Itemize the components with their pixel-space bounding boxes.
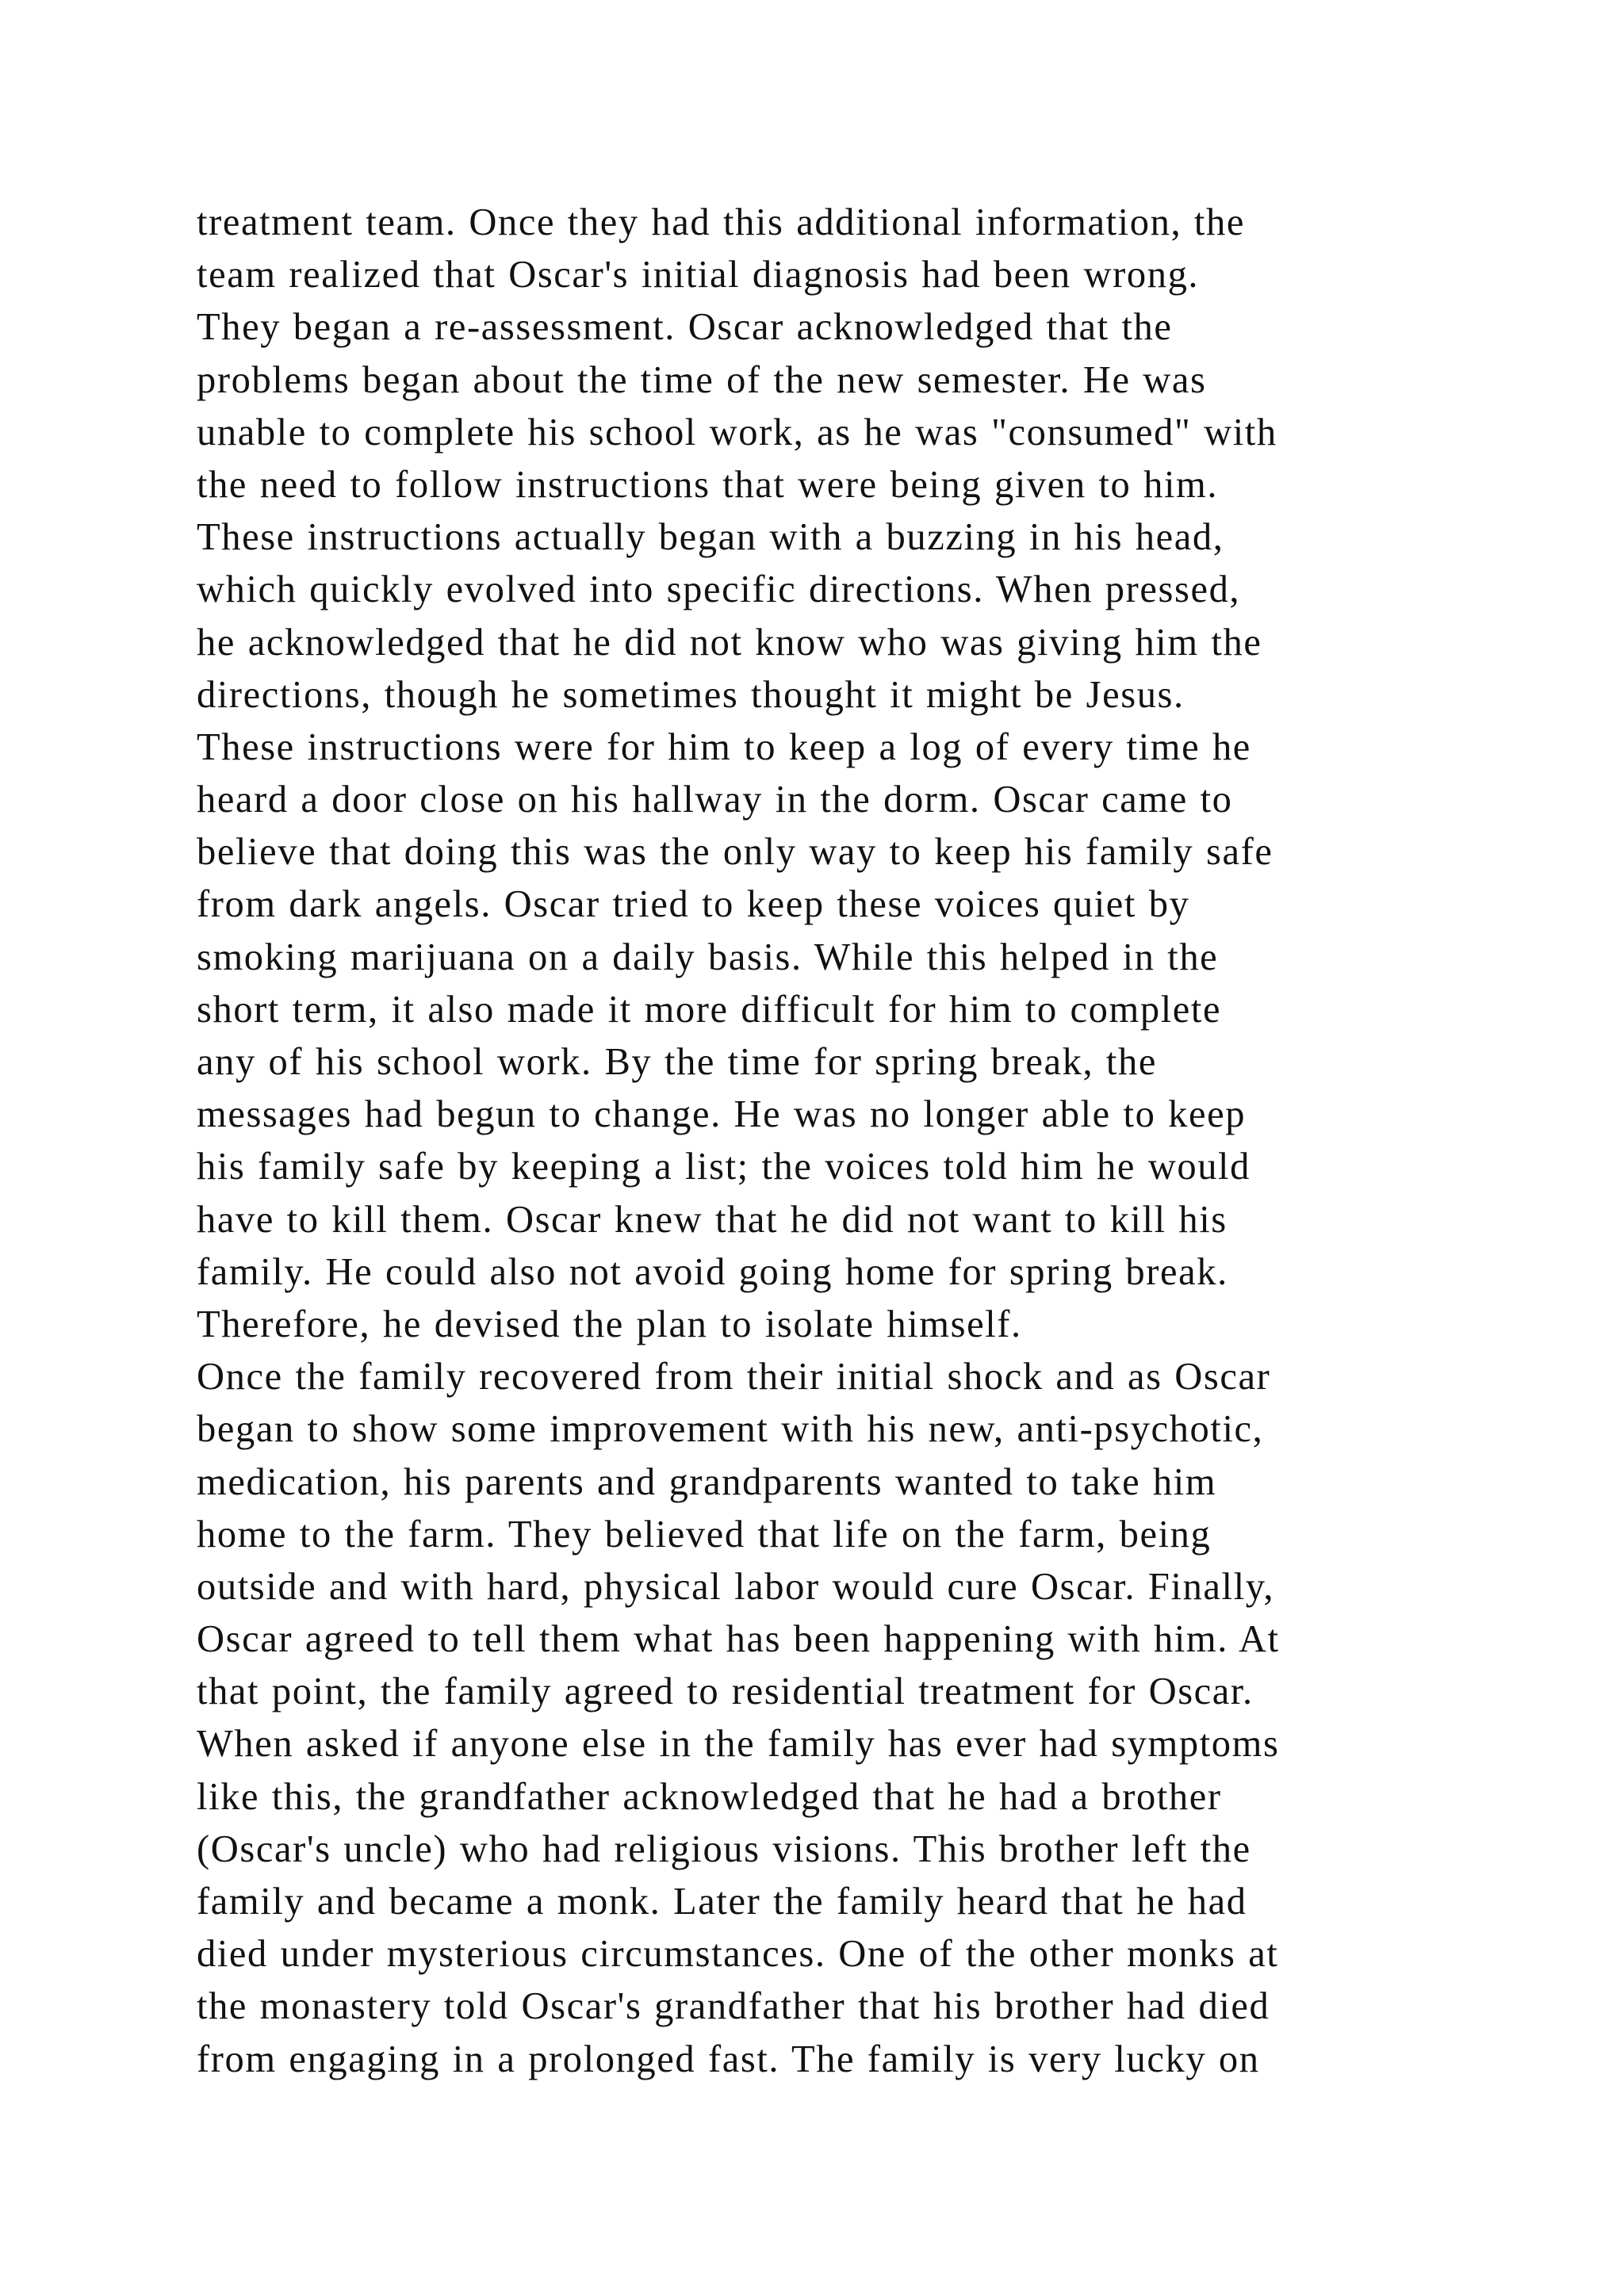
text-line: home to the farm. They believed that life on the farm, being (197, 1513, 1212, 1556)
text-line: have to kill them. Oscar knew that he did not want to kill his (197, 1198, 1228, 1241)
text-line: from engaging in a prolonged fast. The family is very lucky on (197, 2038, 1260, 2080)
text-line: began to show some improvement with his new, anti-psychotic, (197, 1408, 1264, 1451)
text-line: the monastery told Oscar's grandfather that his brother had died (197, 1985, 1270, 2028)
text-line: his family safe by keeping a list; the voices told him he would (197, 1146, 1251, 1188)
text-line: he acknowledged that he did not know who was giving him the (197, 621, 1262, 664)
text-line: died under mysterious circumstances. One of the other monks at (197, 1933, 1279, 1976)
text-line: family and became a monk. Later the family heard that he had (197, 1881, 1247, 1923)
text-line: These instructions were for him to keep a log of every time he (197, 725, 1251, 768)
text-line: unable to complete his school work, as he was "consumed" with (197, 411, 1277, 453)
text-line: directions, though he sometimes thought it might be Jesus. (197, 673, 1185, 716)
text-line: medication, his parents and grandparents wanted to take him (197, 1460, 1217, 1503)
text-line: Therefore, he devised the plan to isolate himself. (197, 1303, 1022, 1345)
text-line: like this, the grandfather acknowledged that he had a brother (197, 1775, 1222, 1818)
text-line: messages had begun to change. He was no longer able to keep (197, 1093, 1247, 1136)
text-line: They began a re-assessment. Oscar acknowledged that the (197, 306, 1173, 349)
text-line: from dark angels. Oscar tried to keep these voices quiet by (197, 883, 1190, 926)
text-line: any of his school work. By the time for spring break, the (197, 1041, 1157, 1083)
body-text (197, 197, 1481, 2086)
text-line: treatment team. Once they had this additional information, the (197, 201, 1245, 243)
text-line: team realized that Oscar's initial diagnosis had been wrong. (197, 254, 1200, 297)
text-line: problems began about the time of the new semester. He was (197, 358, 1207, 401)
text-line: that point, the family agreed to residential treatment for Oscar. (197, 1670, 1254, 1713)
text-line: Oscar agreed to tell them what has been happening with him. At (197, 1618, 1280, 1661)
text-line: which quickly evolved into specific directions. When pressed, (197, 568, 1241, 611)
text-line: the need to follow instructions that were being given to him. (197, 463, 1219, 506)
text-line: short term, it also made it more difficult for him to complete (197, 988, 1222, 1031)
text-line: These instructions actually began with a buzzing in his head, (197, 516, 1224, 559)
text-line: Once the family recovered from their initial shock and as Oscar (197, 1356, 1271, 1399)
text-line: When asked if anyone else in the family has ever had symptoms (197, 1723, 1280, 1766)
text-line: (Oscar's uncle) who had religious visions. This brother left the (197, 1827, 1251, 1870)
text-line: family. He could also not avoid going home for spring break. (197, 1250, 1228, 1293)
text-line: believe that doing this was the only way to keep his family safe (197, 831, 1274, 874)
text-line: heard a door close on his hallway in the dorm. Oscar came to (197, 779, 1233, 821)
text-line: outside and with hard, physical labor would cure Oscar. Finally, (197, 1565, 1275, 1608)
text-line: smoking marijuana on a daily basis. While this helped in the (197, 936, 1219, 978)
